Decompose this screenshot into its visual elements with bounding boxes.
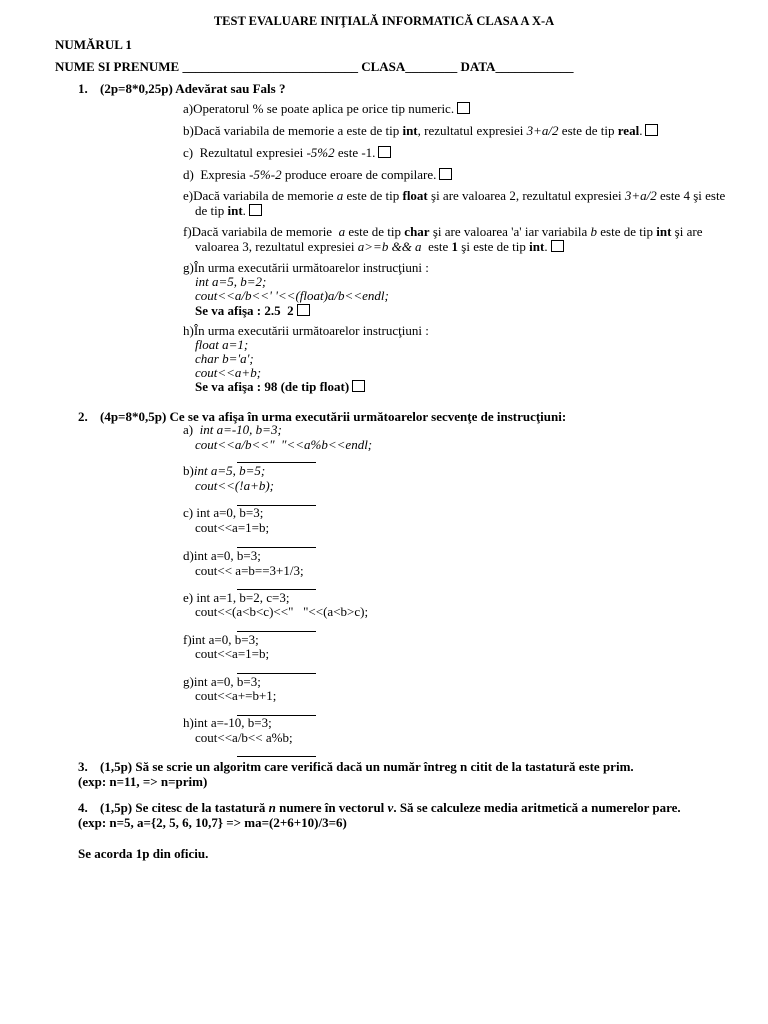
statement-text: este de tip [597,224,657,239]
code-line: cout<< a=b==3+1/3; [195,563,304,578]
q1-item-g-intro [183,260,429,275]
code-line: cout<<a+b; [195,365,262,380]
answer-checkbox [352,380,365,392]
student-info-line: NUME SI PRENUME ___________________________ CLASA________ DATA____________ [55,59,574,74]
item-letter: b) [183,123,194,138]
code-line: cout<<(!a+b); [195,478,275,493]
code-line: int a=5, b=5; [193,463,266,478]
statement-text: În urma executării următoarelor instrucţiuni : [193,323,429,338]
question-4-text [100,800,681,815]
expression: a>=b && a [357,239,422,254]
statement-text: este de tip [343,188,403,203]
code-line: int a=-10, b=3; [193,422,282,437]
item-letter: g) [183,260,194,275]
variable-name: a [338,224,346,239]
expression: -5%-2 [249,167,282,182]
statement-text: este [421,239,452,254]
q2-item-g-line-1 [183,674,261,689]
statement-text: În urma executării următoarelor instrucţiuni : [193,260,429,275]
q2-item-c-line-1 [183,505,263,520]
statement-text: Expresia [193,167,250,182]
item-letter: g) [183,674,194,689]
question-3-text: (1,5p) Să se scrie un algoritm care verifică dacă un număr întreg n citit de la tastatură este prim. [100,759,634,774]
statement-text: . Să se calculeze media aritmetică a numerelor pare. [393,800,681,815]
code-line: int a=0, b=3; [193,548,261,563]
q1-item-d [183,167,452,182]
keyword: int [529,239,545,254]
answer-checkbox [645,124,658,136]
item-letter: a) [183,101,194,116]
q1-item-h-intro [183,323,429,338]
statement-text: , rezultatul expresiei [417,123,527,138]
result-text: Se va afişa : 98 (de tip float) [195,379,350,394]
q1-item-c [183,145,391,160]
keyword: int [227,203,243,218]
code-line: char b='a'; [195,351,254,366]
keyword: int [656,224,672,239]
keyword: real [617,123,640,138]
code-line: int a=0, b=3; [193,674,261,689]
item-letter: e) [183,590,194,605]
item-letter: d) [183,548,194,563]
keyword: float [402,188,428,203]
keyword: char [404,224,430,239]
statement-text: produce eroare de compilare. [281,167,437,182]
question-3-example: (exp: n=11, => n=prim) [78,774,208,789]
item-letter: h) [183,715,194,730]
item-letter: d) [183,167,194,182]
statement-text: şi are valoarea 'a' iar variabila [429,224,591,239]
statement-text: Rezultatul expresiei [193,145,307,160]
code-line: int a=0, b=3; [193,505,264,520]
item-letter: h) [183,323,194,338]
item-letter: f) [183,632,192,647]
question-3-number: 3. [78,759,88,774]
statement-text: valoarea 3, rezultatul expresiei [195,239,358,254]
item-letter: f) [183,224,192,239]
answer-checkbox [249,204,262,216]
answer-checkbox [551,240,564,252]
statement-text: . [242,203,246,218]
q1-item-h-result [195,379,365,394]
question-4-number: 4. [78,800,88,815]
statement-text: este de tip [558,123,618,138]
statement-text: de tip [195,203,228,218]
code-line: cout<<a/b<< a%b; [195,730,293,745]
answer-checkbox [378,146,391,158]
result-text: Se va afişa : 2.5 2 [195,303,294,318]
answer-checkbox [297,304,310,316]
code-line: int a=1, b=2, c=3; [193,590,290,605]
code-line: cout<<a/b<<" "<<a%b<<endl; [195,437,373,452]
q2-item-e-line-1 [183,590,289,605]
code-line: cout<<a=1=b; [195,520,270,535]
item-letter: a) [183,422,194,437]
question-2-heading: (4p=8*0,5p) Ce se va afişa în urma executării următoarelor secvenţe de instrucţiuni: [100,409,567,424]
q1-item-a [183,101,470,116]
statement-text: şi are [671,224,703,239]
q2-item-h-line-1 [183,715,272,730]
variable-name: v [387,800,394,815]
code-line: int a=5, b=2; [195,274,267,289]
item-letter: e) [183,188,194,203]
variable-name: a [336,188,344,203]
expression: -5%2 [306,145,335,160]
answer-line [237,756,316,757]
statement-text: Operatorul % se poate aplica pe orice tip numeric. [193,101,455,116]
statement-text: Dacă variabila de memorie [191,224,339,239]
q1-item-e-line-1 [183,188,725,203]
variable-name: n [268,800,276,815]
code-line: cout<<a=1=b; [195,646,270,661]
statement-text: este de tip [345,224,405,239]
q1-item-b [183,123,658,138]
question-1-number: 1. [78,81,88,96]
q1-item-g-result [195,303,310,318]
code-line: cout<<(a<b<c)<<" "<<(a<b>c); [195,604,369,619]
q2-item-b-line-1 [183,463,265,478]
question-1-heading: (2p=8*0,25p) Adevărat sau Fals ? [100,81,286,96]
answer-checkbox [439,168,452,180]
statement-text: . [639,123,643,138]
q1-item-f-line-1 [183,224,702,239]
question-2-number: 2. [78,409,88,424]
statement-text: este 4 şi este [656,188,726,203]
item-letter: c) [183,505,194,520]
q2-item-f-line-1 [183,632,259,647]
value: 1 [451,239,459,254]
statement-text: . [544,239,548,254]
code-line: int a=0, b=3; [191,632,259,647]
expression: 3+a/2 [526,123,559,138]
q1-item-f-line-2 [195,239,564,254]
keyword: int [402,123,418,138]
code-line: cout<<a/b<<' '<<(float)a/b<<endl; [195,288,389,303]
answer-checkbox [457,102,470,114]
statement-text: (1,5p) Se citesc de la tastatură [100,800,269,815]
question-4-example: (exp: n=5, a={2, 5, 6, 10,7} => ma=(2+6+10)/3=6) [78,815,347,830]
item-letter: c) [183,145,194,160]
code-line: float a=1; [195,337,249,352]
variable-name: b [590,224,598,239]
statement-text: şi are valoarea 2, rezultatul expresiei [427,188,625,203]
statement-text: Dacă variabila de memorie [193,188,337,203]
statement-text: este -1. [334,145,376,160]
item-letter: b) [183,463,194,478]
q2-item-a-line-1 [183,422,282,437]
statement-text: numere în vectorul [275,800,388,815]
statement-text: Dacă variabila de memorie a este de tip [193,123,403,138]
test-title: TEST EVALUARE INIŢIALĂ INFORMATICĂ CLASA A X-A [213,14,555,28]
q2-item-d-line-1 [183,548,261,563]
variant-number: NUMĂRUL 1 [55,37,132,52]
code-line: cout<<a+=b+1; [195,688,277,703]
code-line: int a=-10, b=3; [193,715,272,730]
expression: 3+a/2 [624,188,657,203]
bonus-note: Se acorda 1p din oficiu. [78,846,209,861]
q1-item-e-line-2 [195,203,262,218]
statement-text: şi este de tip [458,239,530,254]
